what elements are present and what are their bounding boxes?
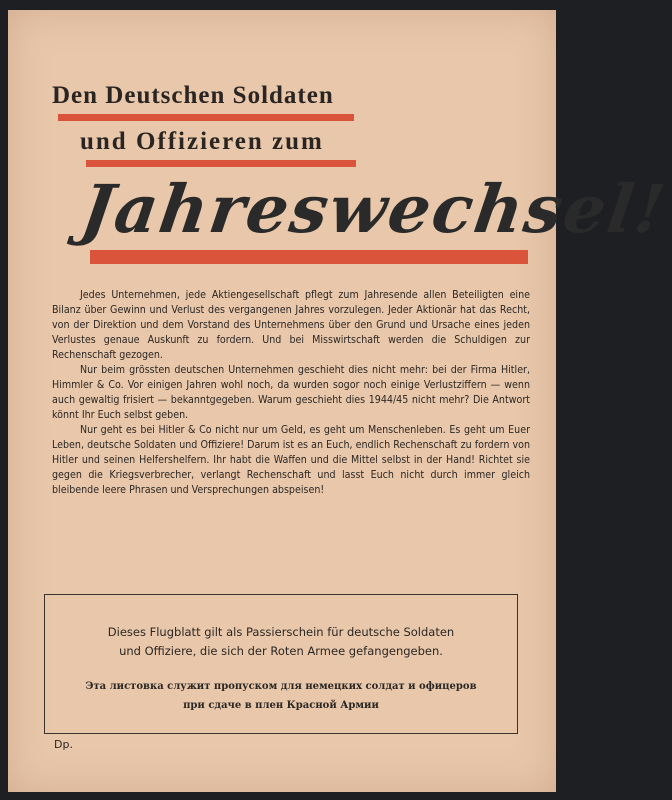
- pass-german-line-2: und Offiziere, die sich der Roten Armee gefangengeben.: [119, 644, 443, 658]
- pass-russian-line-1: Эта листовка служит пропуском для немецких солдат и офицеров: [85, 681, 477, 692]
- red-underline-2: [86, 160, 356, 167]
- print-code: Dp.: [54, 738, 73, 751]
- body-paragraph-2: Nur beim grössten deutschen Unternehmen geschieht dies nicht mehr: bei der Firma Hitler, Himmler & Co. Vor einigen Jahren wohl noch, da wurden sogor noch einige Verlustziffern — wenn auch gewaltig frisiert — bekanntgegeben. Warum geschieht dies 1944/45 nicht mehr? Die Antwort könnt Ihr Euch selbst geben.: [52, 364, 530, 421]
- body-text: [52, 288, 530, 498]
- main-title: Jahreswechsel!: [76, 170, 672, 248]
- leaflet-page: [8, 10, 672, 792]
- heading-line-1: Den Deutschen Soldaten: [52, 82, 334, 109]
- pass-russian-text: [45, 677, 517, 715]
- pass-german-text: [45, 623, 517, 661]
- body-paragraph-3: Nur geht es bei Hitler & Co nicht nur um Geld, es geht um Menschenleben. Es geht um Euer Leben, deutsche Soldaten und Offiziere! Darum ist es an Euch, endlich Rechenschaft zu fordern von Hitler und seinen Helfershelfern. Ihr habt die Waffen und die Mittel selbst in der Hand! Richtet sie gegen die Kriegsverbrecher, verlangt Rechenschaft und lasst Euch nicht durch immer gleich bleibende leere Phrasen und Versprechungen abspeisen!: [52, 424, 530, 496]
- pass-box: [44, 594, 518, 734]
- heading-line-2: und Offizieren zum: [80, 128, 324, 155]
- pass-german-line-1: Dieses Flugblatt gilt als Passierschein für deutsche Soldaten: [107, 625, 455, 639]
- body-paragraph-1: Jedes Unternehmen, jede Aktiengesellschaft pflegt zum Jahresende allen Beteiligten eine Bilanz über Gewinn und Verlust des vergangenen Jahres vorzulegen. Jeder Aktionär hat das Recht, von der Direktion und dem Vorstand des Unternehmens über den Grund und Ursache eines jeden Verlustes genaue Auskunft zu fordern. Und bei Misswirtschaft werden die Schuldigen zur Rechenschaft gezogen.: [52, 289, 530, 361]
- red-underline-3: [90, 250, 528, 264]
- pass-russian-line-2: при сдаче в плен Красной Армии: [183, 700, 379, 711]
- red-underline-1: [58, 114, 354, 121]
